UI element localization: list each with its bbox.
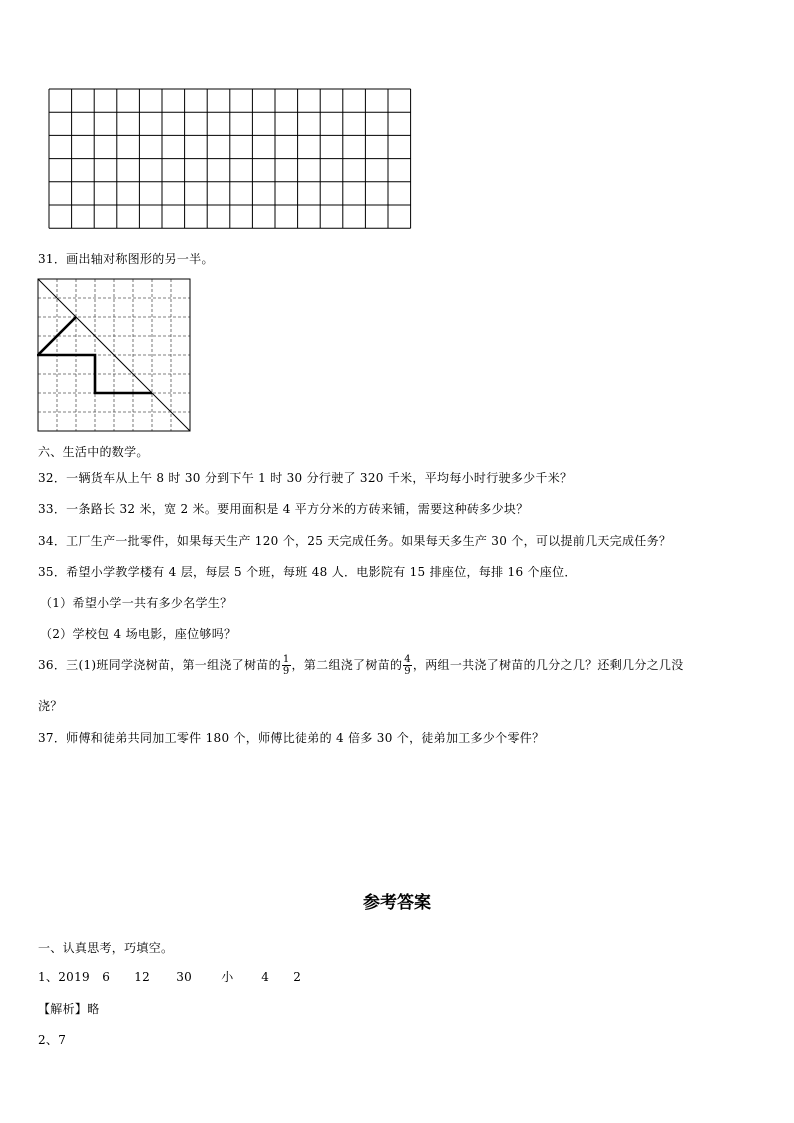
question-36-part-2: ，第二组浇了树苗的: [291, 658, 403, 672]
question-34: 34．工厂生产一批零件，如果每天生产 120 个，25 天完成任务。如果每天多生产 30 个，可以提前几天完成任务？: [38, 534, 672, 548]
answers-section-1: 一、认真思考，巧填空。: [38, 941, 174, 955]
symmetry-figure-grid: [37, 278, 193, 434]
fraction-1-9: [282, 654, 291, 677]
answers-title: 参考答案: [363, 893, 431, 913]
fraction-4-9: [403, 654, 412, 677]
fraction-1-numerator: 1: [282, 654, 290, 665]
question-36-line-2: 浇？: [38, 699, 63, 713]
answer-1-row: [38, 968, 301, 985]
question-36-part-3: ，两组一共浇了树苗的几分之几？还剩几分之几没: [412, 658, 684, 672]
question-36-part-1: 36．三(1)班同学浇树苗，第一组浇了树苗的: [38, 658, 281, 672]
fraction-1-denominator: 9: [282, 666, 290, 677]
question-35-sub-2: （2）学校包 4 场电影，座位够吗？: [40, 627, 237, 641]
question-36: [38, 654, 684, 677]
answer-1-value: 4: [261, 970, 270, 984]
answer-1-value: 2: [293, 970, 302, 984]
question-33: 33．一条路长 32 米，宽 2 米。要用面积是 4 平方分米的方砖来铺，需要这种砖多少块？: [38, 502, 529, 516]
fraction-2-numerator: 4: [404, 654, 411, 665]
answer-1-value: 12: [134, 970, 151, 984]
question-31: 31．画出轴对称图形的另一半。: [38, 252, 214, 266]
question-35: 35．希望小学教学楼有 4 层，每层 5 个班，每班 48 人．电影院有 15 排座位，每排 16 个座位．: [38, 565, 577, 579]
answer-1-value: 30: [176, 970, 193, 984]
answer-1-value: 2019: [58, 970, 90, 984]
question-37: 37．师傅和徒弟共同加工零件 180 个，师傅比徒弟的 4 倍多 30 个，徒弟加工多少个零件？: [38, 731, 545, 745]
answer-2: 2、7: [38, 1033, 67, 1047]
answer-1-analysis: 【解析】略: [38, 1002, 100, 1016]
answer-1-value: 6: [102, 970, 111, 984]
answer-1-value: 小: [221, 970, 234, 984]
section-6-title: 六、生活中的数学。: [38, 445, 149, 459]
square-grid-top: [48, 88, 412, 230]
fraction-2-denominator: 9: [404, 666, 411, 677]
question-32: 32．一辆货车从上午 8 时 30 分到下午 1 时 30 分行驶了 320 千米，平均每小时行驶多少千米？: [38, 471, 573, 485]
question-35-sub-1: （1）希望小学一共有多少名学生？: [40, 596, 233, 610]
answer-1-label: 1、: [38, 970, 59, 984]
